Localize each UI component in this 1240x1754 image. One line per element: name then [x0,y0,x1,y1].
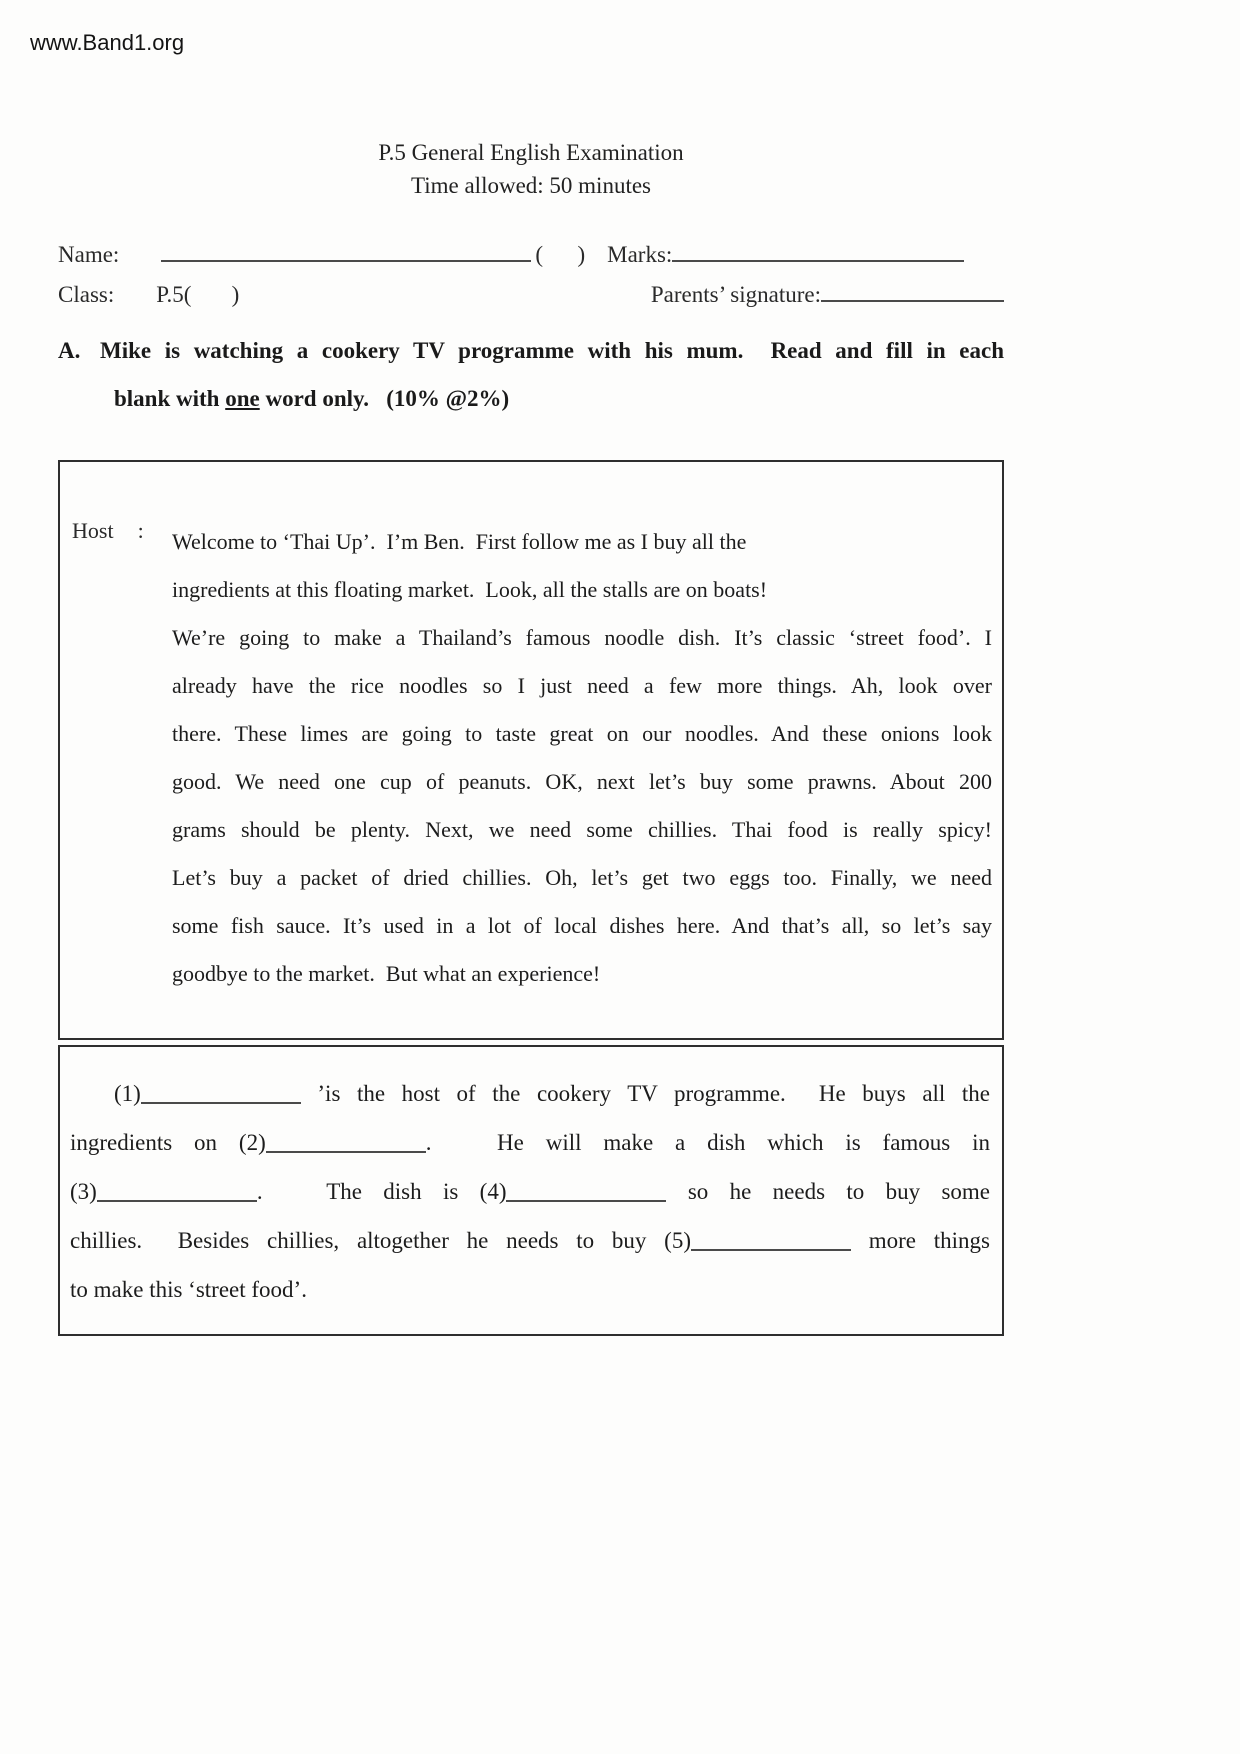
instruction-text-tail: word only. (10% @2%) [259,386,510,411]
dialogue-line: good. We need one cup of peanuts. OK, next let’s buy some prawns. About 200 [172,769,992,794]
blank-1 [141,1086,301,1104]
dialogue-text [172,518,992,998]
cloze-text: ’is the host of the cookery TV programme. He buys all the [300,1081,990,1106]
cloze-text: to make this ‘street food’. [70,1277,307,1302]
blank-3 [97,1184,257,1202]
name-label: Name: [58,242,120,267]
class-number-parens: ( ) [535,242,586,267]
section-a-line1: Mike is watching a cookery TV programme with his mum. Read and fill in each [100,338,1004,363]
instruction-text: blank with [114,386,226,411]
exam-page [58,0,1004,1336]
cloze-box [58,1045,1004,1336]
cloze-text: more things [850,1228,990,1253]
cloze-text: (3) [70,1179,97,1204]
underlined-one: one [225,386,260,411]
dialogue-box [58,460,1004,1040]
page-title: P.5 General English Examination [378,140,684,165]
dialogue-line: there. These limes are going to taste great on our noodles. And these onions look [172,721,992,746]
dialogue-line: We’re going to make a Thailand’s famous noodle dish. It’s classic ‘street food’. I [172,625,992,650]
cloze-text: chillies. Besides chillies, altogether he needs to buy (5) [70,1228,691,1253]
section-a-text [100,338,1004,412]
class-label: Class: [58,282,115,307]
class-value: P.5( ) [156,282,240,307]
dialogue-line: Welcome to ‘Thai Up’. I’m Ben. First follow me as I buy all the [172,529,747,554]
dialogue-line: grams should be plenty. Next, we need some chillies. Thai food is really spicy! [172,817,992,842]
section-a-number: A. [58,338,81,363]
marks-label: Marks: [607,242,673,267]
dialogue-line: ingredients at this floating market. Look, all the stalls are on boats! [172,577,768,602]
blank-4 [506,1184,666,1202]
cloze-text: so he needs to buy some [666,1179,991,1204]
class-row [58,282,1004,308]
cloze-text: . The dish is (4) [256,1179,507,1204]
parents-signature-blank [821,284,1004,302]
dialogue-line: already have the rice noodles so I just need a few more things. Ah, look over [172,673,992,698]
marks-blank [672,244,964,262]
exam-header [58,0,1004,202]
blank-2 [266,1135,426,1153]
dialogue-line: some fish sauce. It’s used in a lot of local dishes here. And that’s all, so let’s say [172,913,992,938]
cloze-line [70,1118,990,1167]
cloze-text: ingredients on (2) [70,1130,266,1155]
parents-signature-label: Parents’ signature: [650,282,821,307]
candidate-info [58,242,1004,308]
cloze-text: . He will make a dish which is famous in [425,1130,991,1155]
cloze-line [70,1069,990,1118]
speaker-colon: : [137,518,144,543]
cloze-line [70,1216,990,1265]
time-allowed: Time allowed: 50 minutes [410,173,651,198]
name-blank [161,244,531,262]
section-a-line2 [100,386,1004,412]
cloze-text: (1) [114,1081,141,1106]
speaker-column [72,518,172,998]
blank-5 [691,1233,851,1251]
host-dialogue [72,518,992,998]
section-a-instructions [58,338,1004,412]
dialogue-line: Let’s buy a packet of dried chillies. Oh, let’s get two eggs too. Finally, we need [172,865,992,890]
name-row [58,242,1004,268]
site-watermark: www.Band1.org [30,30,185,55]
dialogue-line: goodbye to the market. But what an experience! [172,961,601,986]
cloze-line [70,1167,990,1216]
cloze-line [70,1265,990,1314]
speaker-label: Host [72,518,114,543]
